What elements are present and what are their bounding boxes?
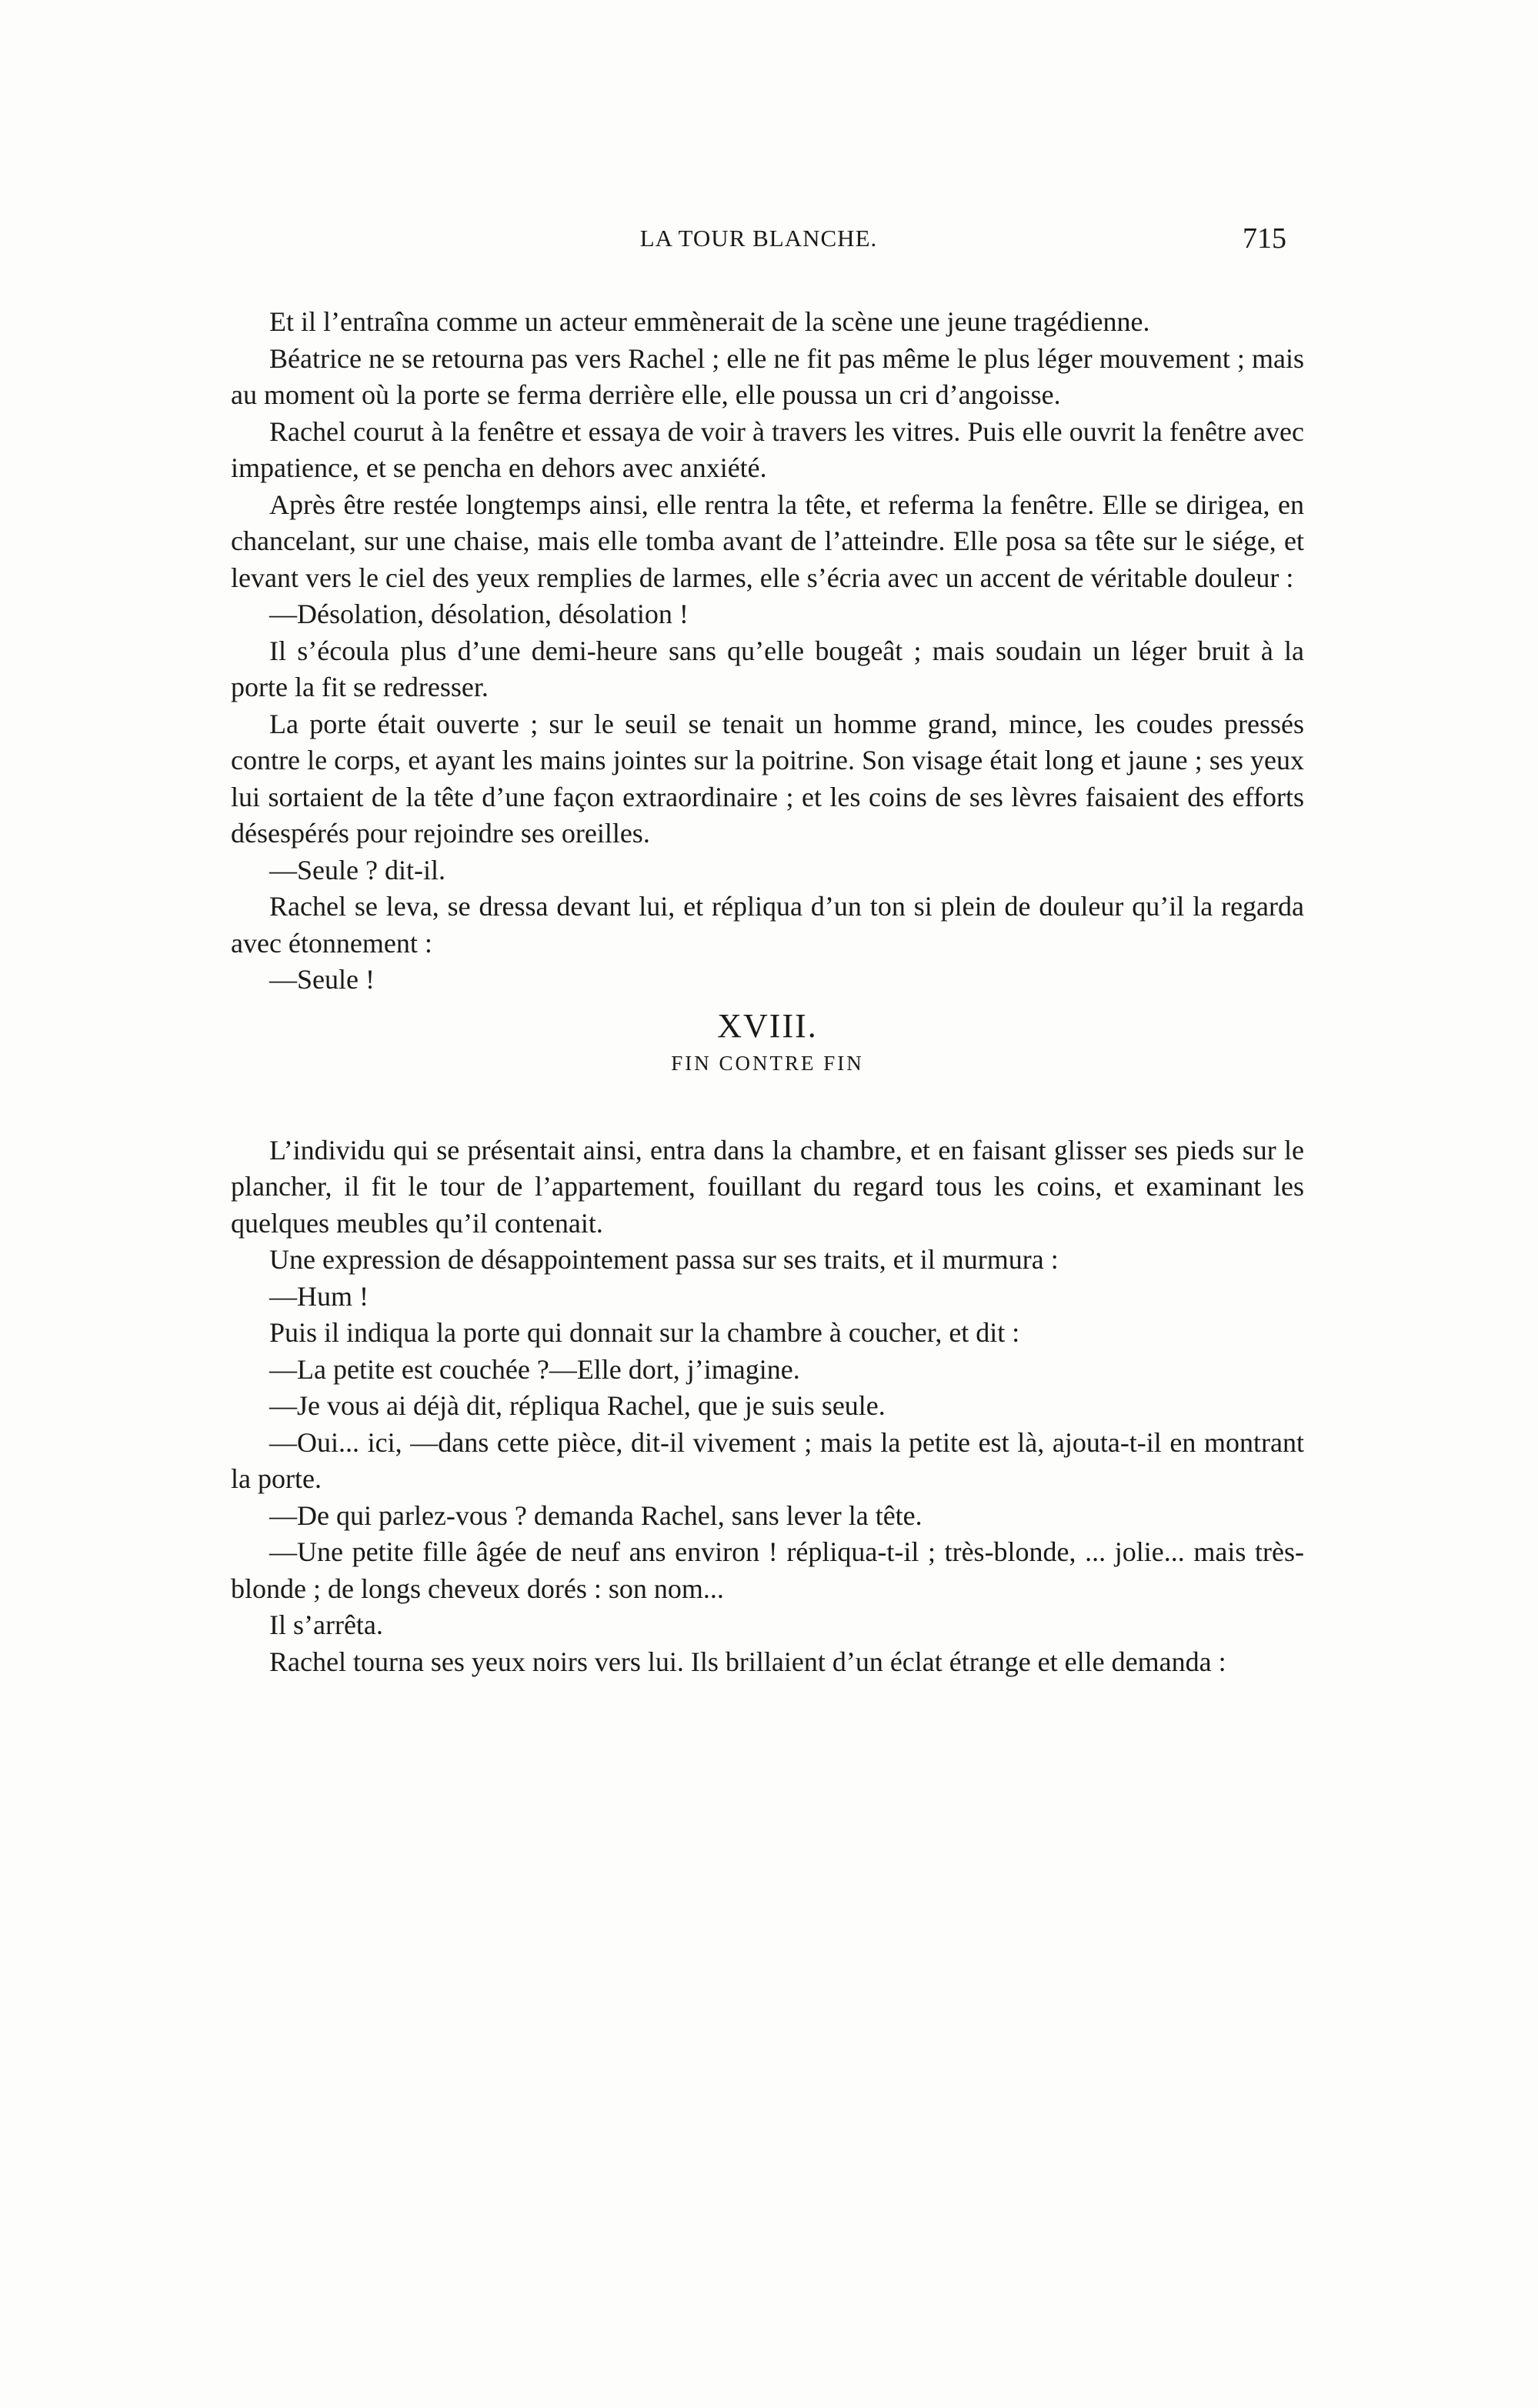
paragraph: Et il l’entraîna comme un acteur emmènerait de la scène une jeune tragédienne. bbox=[269, 306, 1150, 337]
chapter-spacer bbox=[231, 1092, 1304, 1132]
paragraph: L’individu qui se présentait ainsi, entra dans la chambre, et en faisant glisser ses pieds sur le plancher, il fit le tour de l’appartement, fouillant du regard tous les coins, et examinant les quelques meubles qu’il contenait. bbox=[231, 1134, 1304, 1239]
page-header bbox=[231, 222, 1286, 255]
dialogue-line: —Seule ? dit-il. bbox=[269, 854, 445, 885]
dialogue-line: —Seule ! bbox=[269, 964, 375, 995]
dialogue-line: —Une petite fille âgée de neuf ans environ ! répliqua-t-il ; très-blonde, ... jolie... mais très-blonde ; de longs cheveux dorés : son nom... bbox=[231, 1536, 1304, 1604]
chapter-title: FIN CONTRE FIN bbox=[671, 1051, 864, 1075]
dialogue-line: —Hum ! bbox=[269, 1280, 369, 1312]
paragraph: La porte était ouverte ; sur le seuil se tenait un homme grand, mince, les coudes pressés contre le corps, et ayant les mains jointes sur la poitrine. Son visage était long et jaune ; ses yeux lui sortaient de la tête d’une façon extraordinaire ; et les coins de ses lèvres faisaient des efforts désespérés pour rejoindre ses oreilles. bbox=[231, 708, 1304, 849]
dialogue-line: —La petite est couchée ?—Elle dort, j’imagine. bbox=[269, 1353, 800, 1385]
paragraph: Il s’écoula plus d’une demi-heure sans qu’elle bougeât ; mais soudain un léger bruit à la porte la fit se redresser. bbox=[231, 635, 1304, 702]
page-number: 715 bbox=[1243, 222, 1286, 255]
paragraph: Béatrice ne se retourna pas vers Rachel ; elle ne fit pas même le plus léger mouvement ; mais au moment où la porte se ferma derrière elle, elle poussa un cri d’angoisse. bbox=[231, 342, 1304, 410]
dialogue-line: —De qui parlez-vous ? demanda Rachel, sans lever la tête. bbox=[269, 1499, 922, 1531]
paragraph: Rachel courut à la fenêtre et essaya de voir à travers les vitres. Puis elle ouvrit la fenêtre avec impatience, et se pencha en dehors avec anxiété. bbox=[231, 415, 1304, 483]
paragraph: Il s’arrêta. bbox=[269, 1609, 383, 1640]
dialogue-line: —Désolation, désolation, désolation ! bbox=[269, 599, 689, 629]
dialogue-line: —Oui... ici, —dans cette pièce, dit-il vivement ; mais la petite est là, ajouta-t-il en montrant la porte. bbox=[231, 1426, 1304, 1494]
dialogue-line: —Je vous ai déjà dit, répliqua Rachel, que je suis seule. bbox=[269, 1390, 886, 1421]
chapter-number: XVIII. bbox=[717, 1006, 818, 1045]
paragraph: Rachel se leva, se dressa devant lui, et répliqua d’un ton si plein de douleur qu’il la regarda avec étonnement : bbox=[231, 891, 1304, 959]
paragraph: Une expression de désappointement passa sur ses traits, et il murmura : bbox=[269, 1244, 1059, 1275]
paragraph: Après être restée longtemps ainsi, elle rentra la tête, et referma la fenêtre. Elle se dirigea, en chancelant, sur une chaise, mais elle tomba avant de l’atteindre. Elle posa sa tête sur le siége, et levant vers le ciel des yeux remplies de larmes, elle s’écria avec un accent de véritable douleur : bbox=[231, 489, 1304, 593]
body-text bbox=[231, 304, 1304, 1680]
running-title: LA TOUR BLANCHE. bbox=[639, 225, 878, 252]
paragraph: Rachel tourna ses yeux noirs vers lui. Ils brillaient d’un éclat étrange et elle demanda : bbox=[269, 1646, 1226, 1677]
paragraph: Puis il indiqua la porte qui donnait sur la chambre à coucher, et dit : bbox=[269, 1317, 1020, 1348]
